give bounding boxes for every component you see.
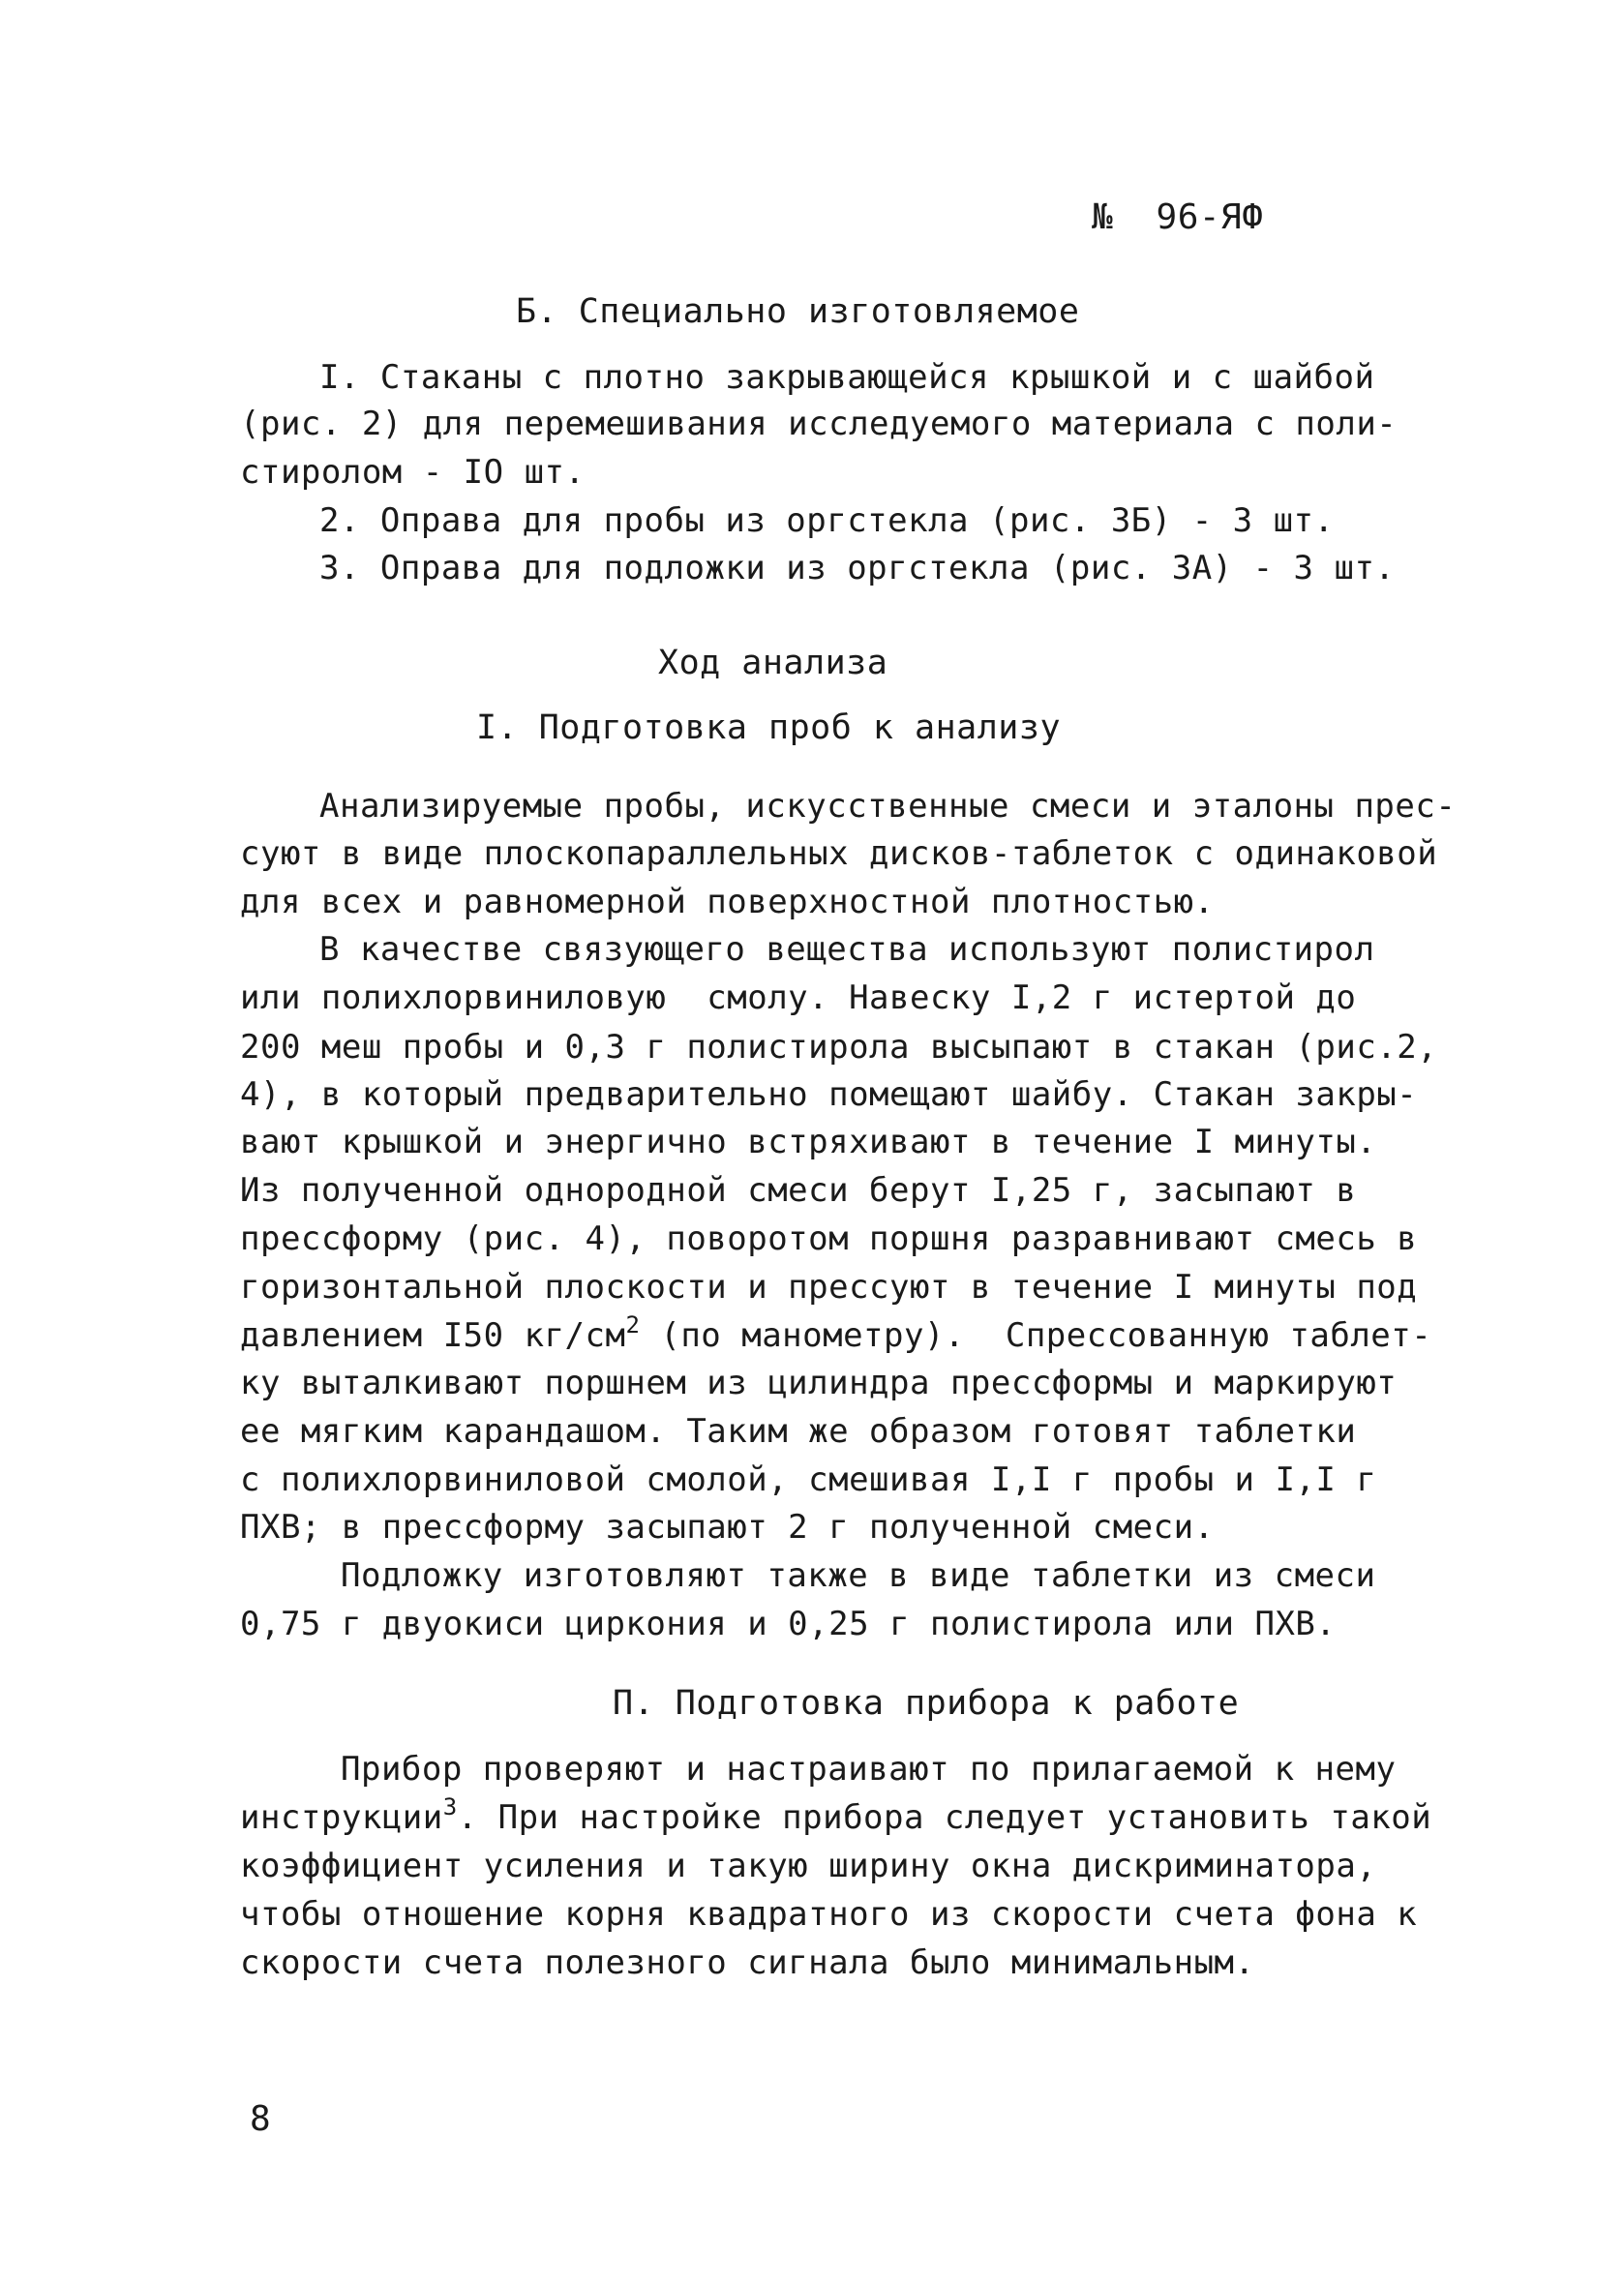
- paragraph-line: вают крышкой и энергично встряхивают в течение I минуты.: [240, 1123, 1377, 1161]
- paragraph-line: Прибор проверяют и настраивают по прилагаемой к нему: [341, 1750, 1397, 1789]
- paragraph-line: 0,75 г двуокиси циркония и 0,25 г полистирола или ПХВ.: [240, 1605, 1337, 1643]
- pressure-text-rest: (по манометру). Спрессованную таблет-: [640, 1316, 1432, 1355]
- paragraph-line: коэффициент усиления и такую ширину окна дискриминатора,: [240, 1847, 1377, 1885]
- paragraph-line: прессформу (рис. 4), поворотом поршня разравнивают смесь в: [240, 1219, 1418, 1258]
- paragraph-line: ку выталкивают поршнем из цилиндра прессформы и маркируют: [240, 1364, 1398, 1402]
- paragraph-line: скорости счета полезного сигнала было минимальным.: [240, 1943, 1255, 1982]
- footnote-marker-3: 3: [442, 1793, 458, 1821]
- list-item-1-line-2: (рис. 2) для перемешивания исследуемого материала с поли-: [240, 405, 1398, 443]
- paragraph-line: 200 меш пробы и 0,3 г полистирола высыпают в стакан (рис.2,: [240, 1028, 1438, 1067]
- subsection-title-instrument-prep: П. Подготовка прибора к работе: [613, 1684, 1240, 1723]
- paragraph-line: В качестве связующего вещества используют полистирол: [319, 930, 1375, 969]
- paragraph-line-footnote: [240, 1793, 1432, 1837]
- section-title-analysis: Ход анализа: [658, 644, 888, 682]
- section-title-special: Б. Специально изготовляемое: [516, 292, 1080, 331]
- paragraph-line: с полихлорвиниловой смолой, смешивая I,I г пробы и I,I г: [240, 1460, 1377, 1499]
- paragraph-line: суют в виде плоскопараллельных дисков-таблеток с одинаковой: [240, 834, 1438, 873]
- superscript-2: 2: [625, 1311, 641, 1339]
- paragraph-line: ПХВ; в прессформу засыпают 2 г полученной смеси.: [240, 1508, 1215, 1547]
- instruction-text: инструкции: [240, 1798, 443, 1837]
- paragraph-line: для всех и равномерной поверхностной плотностью.: [240, 883, 1215, 921]
- paragraph-line: Из полученной однородной смеси берут I,25 г, засыпают в: [240, 1171, 1357, 1210]
- pressure-text: давлением I50 кг/см: [240, 1316, 626, 1355]
- list-item-3: 3. Оправа для подложки из оргстекла (рис. 3А) - 3 шт.: [319, 549, 1396, 587]
- paragraph-line: 4), в который предварительно помещают шайбу. Стакан закры-: [240, 1075, 1418, 1114]
- paragraph-line: Анализируемые пробы, искусственные смеси и эталоны прес-: [319, 787, 1457, 826]
- list-item-2: 2. Оправа для пробы из оргстекла (рис. 3Б) - 3 шт.: [319, 501, 1335, 540]
- paragraph-line: чтобы отношение корня квадратного из скорости счета фона к: [240, 1895, 1418, 1934]
- paragraph-line: или полихлорвиниловую смолу. Навеску I,2 г истертой до: [240, 978, 1357, 1017]
- list-item-1-line-3: стиролом - IO шт.: [240, 453, 586, 492]
- subsection-title-sample-prep: I. Подготовка проб к анализу: [476, 708, 1062, 747]
- document-number: № 96-ЯФ: [1092, 197, 1264, 237]
- paragraph-line: горизонтальной плоскости и прессуют в течение I минуты под: [240, 1268, 1418, 1307]
- paragraph-line-pressure: [240, 1311, 1432, 1355]
- page-number: 8: [250, 2099, 272, 2139]
- list-item-1-line-1: I. Стаканы с плотно закрывающейся крышкой и с шайбой: [319, 358, 1375, 397]
- paragraph-line: ее мягким карандашом. Таким же образом готовят таблетки: [240, 1412, 1357, 1451]
- instruction-text-rest: . При настройке прибора следует установить такой: [457, 1798, 1432, 1837]
- paragraph-line: Подложку изготовляют также в виде таблетки из смеси: [341, 1556, 1376, 1595]
